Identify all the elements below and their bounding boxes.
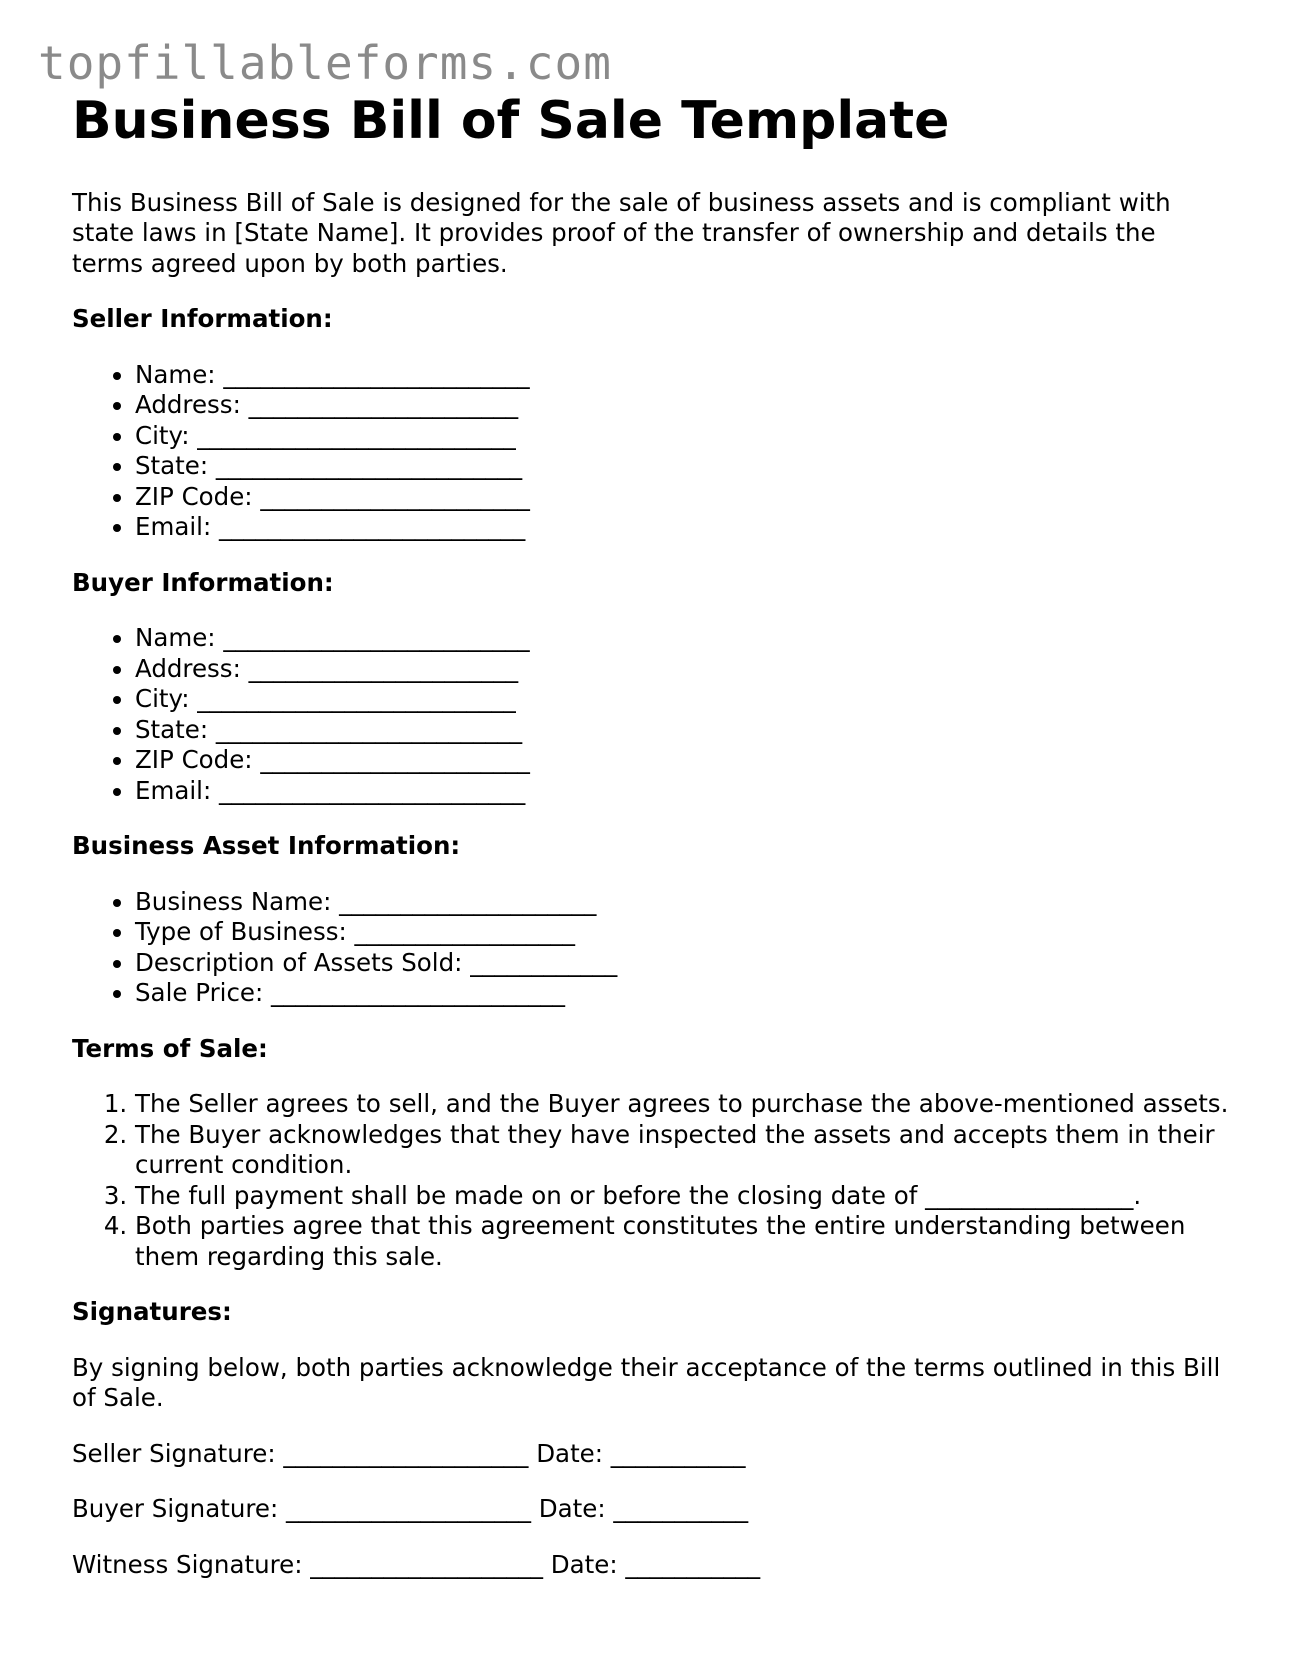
- buyer-heading: Buyer Information:: [72, 567, 334, 597]
- term-item: 1. The Seller agrees to sell, and the Buyer agrees to purchase the above-mentioned assets.: [135, 1089, 1232, 1120]
- site-watermark: topfillableforms.com: [38, 36, 612, 90]
- seller-list: [72, 360, 1232, 543]
- business-type-field[interactable]: • Type of Business: __________________: [135, 917, 1232, 948]
- term-item: 2. The Buyer acknowledges that they have inspected the assets and accepts them in their current condition.: [135, 1120, 1232, 1181]
- seller-address-field[interactable]: • Address: ______________________: [135, 390, 1232, 421]
- buyer-email-field[interactable]: • Email: _________________________: [135, 776, 1232, 807]
- term-item: 4. Both parties agree that this agreement constitutes the entire understanding between them regarding this sale.: [135, 1211, 1232, 1272]
- terms-heading: Terms of Sale:: [72, 1033, 268, 1063]
- seller-heading: Seller Information:: [72, 304, 333, 334]
- assets-description-field[interactable]: • Description of Assets Sold: ____________: [135, 948, 1232, 979]
- seller-state-field[interactable]: • State: _________________________: [135, 451, 1232, 482]
- seller-city-field[interactable]: • City: __________________________: [135, 421, 1232, 452]
- asset-list: [72, 887, 1232, 1009]
- buyer-zip-field[interactable]: • ZIP Code: ______________________: [135, 745, 1232, 776]
- business-name-field[interactable]: • Business Name: _____________________: [135, 887, 1232, 918]
- page-title: Business Bill of Sale Template: [72, 91, 950, 151]
- term-closing-date-field[interactable]: 3. The full payment shall be made on or before the closing date of _________________.: [135, 1181, 1232, 1212]
- witness-signature-line[interactable]: Witness Signature: ___________________ Date: ___________: [72, 1549, 761, 1579]
- seller-name-field[interactable]: • Name: _________________________: [135, 360, 1232, 391]
- seller-signature-line[interactable]: Seller Signature: ____________________ Date: ___________: [72, 1438, 746, 1468]
- intro-paragraph: This Business Bill of Sale is designed for the sale of business assets and is compliant with state laws in [State Name]. It provides proof of the transfer of ownership and details the terms agreed upon by both parties.: [72, 187, 1171, 278]
- buyer-state-field[interactable]: • State: _________________________: [135, 715, 1232, 746]
- buyer-list: [72, 623, 1232, 806]
- seller-zip-field[interactable]: • ZIP Code: ______________________: [135, 482, 1232, 513]
- buyer-signature-line[interactable]: Buyer Signature: ____________________ Date: ___________: [72, 1494, 749, 1524]
- seller-email-field[interactable]: • Email: _________________________: [135, 512, 1232, 543]
- signatures-heading: Signatures:: [72, 1297, 232, 1327]
- document-body: [72, 92, 1232, 1580]
- asset-heading: Business Asset Information:: [72, 831, 461, 861]
- sale-price-field[interactable]: • Sale Price: ________________________: [135, 978, 1232, 1009]
- buyer-city-field[interactable]: • City: __________________________: [135, 684, 1232, 715]
- signatures-intro: By signing below, both parties acknowledge their acceptance of the terms outlined in this Bill of Sale.: [72, 1352, 1221, 1413]
- buyer-address-field[interactable]: • Address: ______________________: [135, 654, 1232, 685]
- terms-list: [72, 1089, 1232, 1272]
- buyer-name-field[interactable]: • Name: _________________________: [135, 623, 1232, 654]
